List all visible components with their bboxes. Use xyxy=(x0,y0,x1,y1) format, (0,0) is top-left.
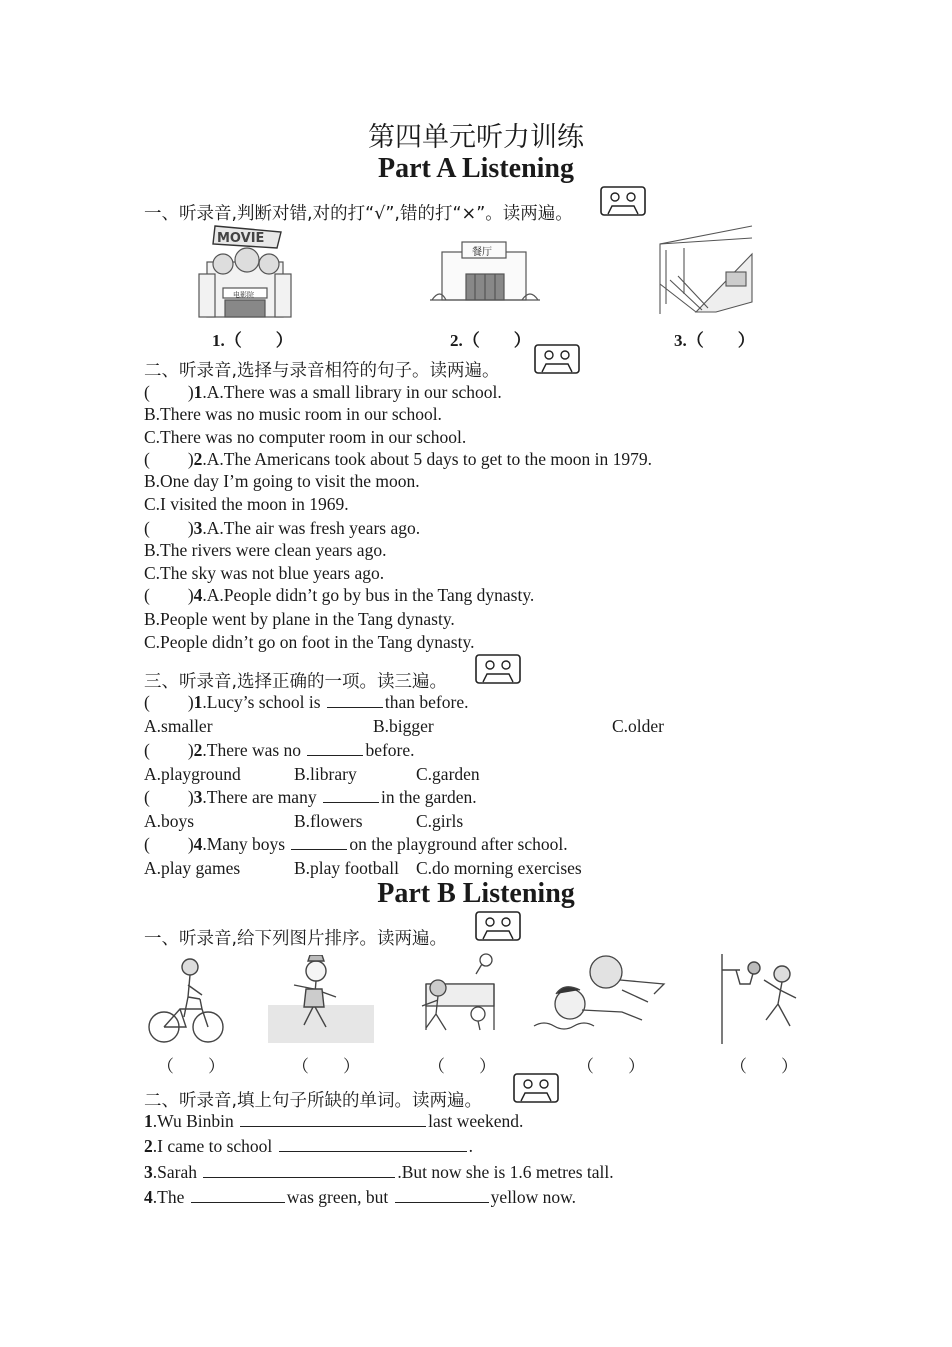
fill-question-3: 3.Sarah .But now she is 1.6 metres tall. xyxy=(144,1162,614,1182)
option-a2-2b: B.One day I’m going to visit the moon. xyxy=(144,471,420,491)
restaurant-picture xyxy=(430,238,540,308)
answer-paren-1[interactable]: 1.（ ） xyxy=(212,331,293,350)
train-picture xyxy=(656,224,754,316)
option-a3-2c: C.garden xyxy=(416,764,480,784)
order-paren-5[interactable]: （ ） xyxy=(730,1057,798,1076)
question-a3-4: ( )4.Many boys on the playground after school. xyxy=(144,834,568,854)
option-a2-4b: B.People went by plane in the Tang dynasty. xyxy=(144,609,455,629)
part-a-section2-instruction: 二、听录音,选择与录音相符的句子。读两遍。 xyxy=(144,361,500,381)
cinema-board-text: 电影院 xyxy=(233,291,254,299)
question-a3-1: ( )1.Lucy’s school is than before. xyxy=(144,692,469,712)
option-a2-4c: C.People didn’t go on foot in the Tang dynasty. xyxy=(144,632,475,652)
option-a3-4b: B.play football xyxy=(294,858,399,878)
answer-blank[interactable] xyxy=(327,693,383,708)
option-a3-3c: C.girls xyxy=(416,811,464,831)
part-a-section3-instruction: 三、听录音,选择正确的一项。读三遍。 xyxy=(144,672,448,692)
part-b-section2-instruction: 二、听录音,填上句子所缺的单词。读两遍。 xyxy=(144,1091,483,1111)
answer-blank[interactable] xyxy=(279,1137,467,1152)
option-a3-3b: B.flowers xyxy=(294,811,363,831)
question-a2-2: ( )2.A.The Americans took about 5 days to get to the moon in 1979. xyxy=(144,449,652,469)
cassette-icon xyxy=(600,186,646,216)
answer-paren-3[interactable]: 3.（ ） xyxy=(674,331,755,350)
cassette-icon xyxy=(513,1073,559,1103)
option-a3-2a: A.playground xyxy=(144,764,241,784)
order-paren-3[interactable]: （ ） xyxy=(428,1057,496,1076)
answer-blank[interactable] xyxy=(395,1188,489,1203)
option-a3-4c: C.do morning exercises xyxy=(416,858,582,878)
part-a-heading: Part A Listening xyxy=(377,153,574,184)
answer-paren-2[interactable]: 2.（ ） xyxy=(450,331,531,350)
movie-sign-text: MOVIE xyxy=(217,231,265,246)
option-a3-3a: A.boys xyxy=(144,811,195,831)
fill-question-1: 1.Wu Binbin last weekend. xyxy=(144,1111,524,1131)
answer-blank[interactable] xyxy=(323,788,379,803)
option-a2-3b: B.The rivers were clean years ago. xyxy=(144,540,387,560)
order-paren-2[interactable]: （ ） xyxy=(292,1057,360,1076)
cycling-picture xyxy=(146,955,230,1047)
answer-blank[interactable] xyxy=(291,835,347,850)
answer-blank[interactable] xyxy=(307,741,363,756)
swimming-picture xyxy=(530,950,674,1046)
cassette-icon xyxy=(534,344,580,374)
option-a2-2c: C.I visited the moon in 1969. xyxy=(144,494,349,514)
cassette-icon xyxy=(475,654,521,684)
question-a2-3: ( )3.A.The air was fresh years ago. xyxy=(144,518,421,538)
question-a3-2: ( )2.There was no before. xyxy=(144,740,415,760)
ice-skating-picture xyxy=(264,955,378,1047)
question-a2-1: ( )1.A.There was a small library in our school. xyxy=(144,382,502,402)
option-a2-3c: C.The sky was not blue years ago. xyxy=(144,563,385,583)
badminton-picture xyxy=(408,950,498,1046)
option-a3-4a: A.play games xyxy=(144,858,241,878)
question-a2-4: ( )4.A.People didn’t go by bus in the Tang dynasty. xyxy=(144,585,535,605)
question-a3-3: ( )3.There are many in the garden. xyxy=(144,787,477,807)
order-paren-1[interactable]: （ ） xyxy=(157,1057,225,1076)
part-b-section1-instruction: 一、听录音,给下列图片排序。读两遍。 xyxy=(144,929,448,949)
option-a2-1b: B.There was no music room in our school. xyxy=(144,404,442,424)
option-a3-1a: A.smaller xyxy=(144,716,213,736)
part-a-section1-instruction: 一、听录音,判断对错,对的打“√”,错的打“×”。读两遍。 xyxy=(144,204,573,224)
basketball-picture xyxy=(716,950,802,1046)
answer-blank[interactable] xyxy=(203,1163,395,1178)
cassette-icon xyxy=(475,911,521,941)
option-a2-1c: C.There was no computer room in our school. xyxy=(144,427,467,447)
option-a3-1b: B.bigger xyxy=(373,716,434,736)
part-b-heading: Part B Listening xyxy=(377,878,575,909)
option-a3-2b: B.library xyxy=(294,764,357,784)
answer-blank[interactable] xyxy=(240,1112,426,1127)
fill-question-2: 2.I came to school . xyxy=(144,1136,474,1156)
restaurant-sign-text: 餐厅 xyxy=(472,247,492,258)
answer-blank[interactable] xyxy=(191,1188,285,1203)
page-title: 第四单元听力训练 xyxy=(368,122,584,153)
cinema-picture xyxy=(195,222,295,322)
fill-question-4: 4.The was green, but yellow now. xyxy=(144,1187,577,1207)
option-a3-1c: C.older xyxy=(612,716,665,736)
order-paren-4[interactable]: （ ） xyxy=(577,1057,645,1076)
